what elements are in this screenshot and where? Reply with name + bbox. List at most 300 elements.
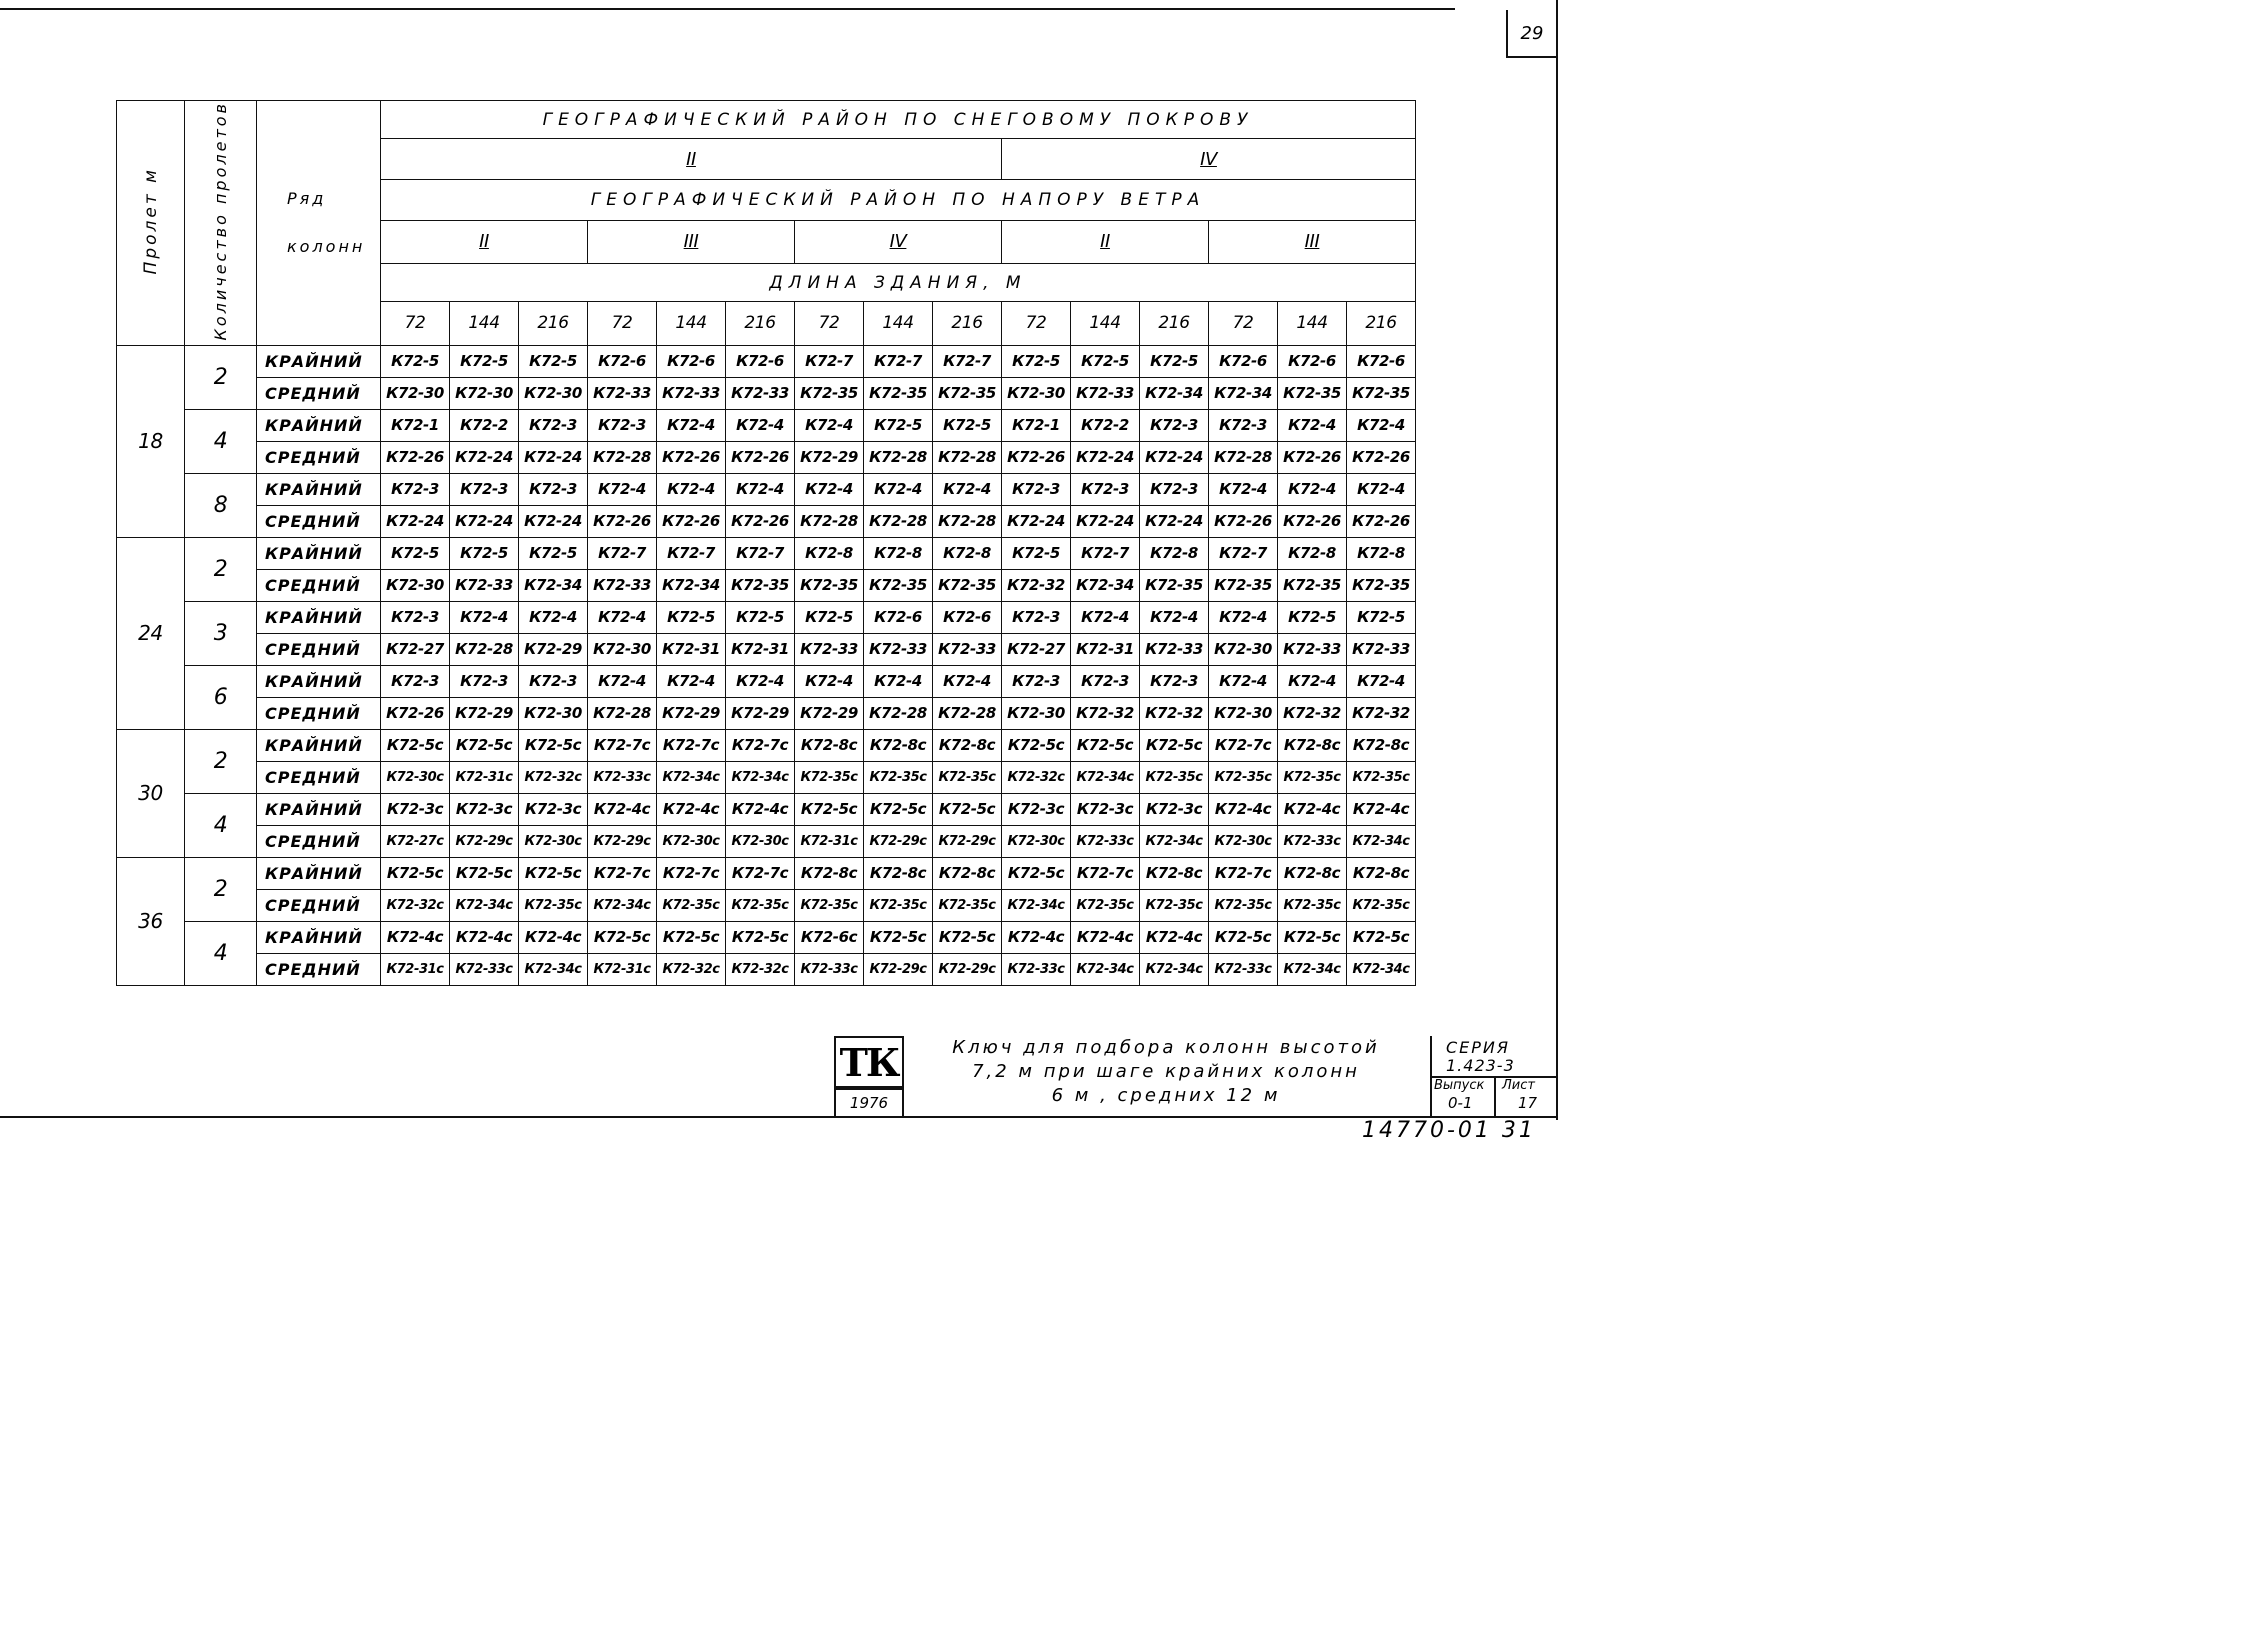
column-mark-cell: К72-4	[864, 665, 933, 697]
column-mark-cell: К72-5	[657, 601, 726, 633]
column-mark-cell: К72-8	[864, 537, 933, 569]
row-label-edge: КРАЙНИЙ	[257, 601, 381, 633]
table-row	[117, 537, 1416, 569]
column-mark-cell: К72-4с	[519, 921, 588, 953]
column-mark-cell: К72-26	[381, 697, 450, 729]
column-mark-cell: К72-5	[519, 345, 588, 377]
column-mark-cell: К72-35с	[1140, 889, 1209, 921]
column-mark-cell: К72-29с	[450, 825, 519, 857]
column-mark-cell: К72-29с	[588, 825, 657, 857]
column-mark-cell: К72-35	[1278, 569, 1347, 601]
column-mark-cell: К72-4	[657, 665, 726, 697]
column-mark-cell: К72-31	[726, 633, 795, 665]
column-mark-cell: К72-3	[519, 665, 588, 697]
column-mark-cell: К72-31	[1071, 633, 1140, 665]
column-mark-cell: К72-5с	[726, 921, 795, 953]
column-mark-cell: К72-7	[864, 345, 933, 377]
column-mark-cell: К72-33	[588, 377, 657, 409]
column-mark-cell: К72-31с	[381, 953, 450, 985]
column-mark-cell: К72-28	[1209, 441, 1278, 473]
column-mark-cell: К72-6	[1278, 345, 1347, 377]
column-mark-cell: К72-35с	[1347, 761, 1416, 793]
column-mark-cell: К72-24	[1140, 441, 1209, 473]
count-header: Количество пролетов	[185, 101, 257, 346]
column-mark-cell: К72-29	[795, 441, 864, 473]
column-mark-cell: К72-24	[1140, 505, 1209, 537]
column-mark-cell: К72-28	[588, 441, 657, 473]
column-mark-cell: К72-4	[588, 601, 657, 633]
column-mark-cell: К72-7	[588, 537, 657, 569]
column-mark-cell: К72-7с	[657, 729, 726, 761]
table-row	[117, 409, 1416, 441]
column-mark-cell: К72-3	[381, 601, 450, 633]
column-mark-cell: К72-35с	[933, 889, 1002, 921]
column-mark-cell: К72-8	[1278, 537, 1347, 569]
column-mark-cell: К72-33	[795, 633, 864, 665]
column-mark-cell: К72-34с	[588, 889, 657, 921]
column-mark-cell: К72-6с	[795, 921, 864, 953]
table-row	[117, 505, 1416, 537]
row-label-edge: КРАЙНИЙ	[257, 921, 381, 953]
row-label-edge: КРАЙНИЙ	[257, 409, 381, 441]
column-mark-cell: К72-5с	[1209, 921, 1278, 953]
column-mark-cell: К72-4	[864, 473, 933, 505]
column-mark-cell: К72-7с	[657, 857, 726, 889]
column-mark-cell: К72-26	[657, 505, 726, 537]
column-mark-cell: К72-35с	[1071, 889, 1140, 921]
length-cell: 216	[726, 302, 795, 345]
column-mark-cell: К72-34с	[1140, 825, 1209, 857]
column-mark-cell: К72-4	[795, 665, 864, 697]
span-count: 8	[185, 473, 257, 537]
column-mark-cell: К72-35	[1209, 569, 1278, 601]
column-mark-cell: К72-4с	[1209, 793, 1278, 825]
row-label-middle: СРЕДНИЙ	[257, 825, 381, 857]
column-mark-cell: К72-3	[1071, 473, 1140, 505]
span-header: Пролет м	[117, 101, 185, 346]
column-mark-cell: К72-5с	[795, 793, 864, 825]
column-mark-cell: К72-4	[1140, 601, 1209, 633]
column-mark-cell: К72-5	[1002, 537, 1071, 569]
column-mark-cell: К72-4	[657, 409, 726, 441]
column-mark-cell: К72-32с	[1002, 761, 1071, 793]
column-mark-cell: К72-6	[657, 345, 726, 377]
column-mark-cell: К72-4	[726, 665, 795, 697]
column-mark-cell: К72-35	[864, 569, 933, 601]
column-mark-cell: К72-26	[726, 505, 795, 537]
span-value: 36	[117, 857, 185, 985]
column-mark-cell: К72-5с	[1002, 729, 1071, 761]
snow-region-header: ГЕОГРАФИЧЕСКИЙ РАЙОН ПО СНЕГОВОМУ ПОКРОВУ	[381, 101, 1416, 139]
column-mark-cell: К72-34с	[1140, 953, 1209, 985]
column-mark-cell: К72-3	[519, 409, 588, 441]
column-mark-cell: К72-35с	[795, 761, 864, 793]
column-mark-cell: К72-31с	[450, 761, 519, 793]
length-cell: 216	[519, 302, 588, 345]
column-mark-cell: К72-30с	[519, 825, 588, 857]
column-mark-cell: К72-32	[1347, 697, 1416, 729]
column-mark-cell: К72-29с	[864, 825, 933, 857]
column-mark-cell: К72-34с	[519, 953, 588, 985]
span-count: 2	[185, 537, 257, 601]
column-mark-cell: К72-8с	[1347, 857, 1416, 889]
length-cell: 216	[1140, 302, 1209, 345]
column-mark-cell: К72-35с	[519, 889, 588, 921]
row-label-middle: СРЕДНИЙ	[257, 633, 381, 665]
row-label-edge: КРАЙНИЙ	[257, 473, 381, 505]
column-mark-cell: К72-24	[1002, 505, 1071, 537]
table-row	[117, 761, 1416, 793]
column-mark-cell: К72-34с	[726, 761, 795, 793]
column-mark-cell: К72-8с	[933, 729, 1002, 761]
snow-region-ii: II	[381, 139, 1002, 180]
wind-group-2: III	[588, 220, 795, 263]
column-mark-cell: К72-8	[1140, 537, 1209, 569]
column-mark-cell: К72-30	[588, 633, 657, 665]
sheet-value: 17	[1518, 1094, 1538, 1112]
column-mark-cell: К72-33с	[1209, 953, 1278, 985]
stamp-title-line1: Ключ для подбора колонн высотой	[952, 1037, 1380, 1058]
column-mark-cell: К72-32с	[726, 953, 795, 985]
column-mark-cell: К72-5с	[1278, 921, 1347, 953]
span-count: 4	[185, 921, 257, 985]
column-mark-cell: К72-3	[381, 473, 450, 505]
column-mark-cell: К72-33	[588, 569, 657, 601]
column-mark-cell: К72-28	[864, 697, 933, 729]
column-mark-cell: К72-7с	[726, 857, 795, 889]
column-mark-cell: К72-4	[1071, 601, 1140, 633]
column-mark-cell: К72-4	[1347, 473, 1416, 505]
column-mark-cell: К72-5	[864, 409, 933, 441]
column-mark-cell: К72-5	[1140, 345, 1209, 377]
column-mark-cell: К72-26	[1209, 505, 1278, 537]
wind-group-4: II	[1002, 220, 1209, 263]
bottom-border-line	[0, 1116, 1558, 1118]
column-mark-cell: К72-5с	[450, 857, 519, 889]
column-mark-cell: К72-31с	[588, 953, 657, 985]
series-box	[1430, 1036, 1556, 1116]
column-mark-cell: К72-3	[1071, 665, 1140, 697]
column-mark-cell: К72-35	[864, 377, 933, 409]
column-mark-cell: К72-8с	[1278, 857, 1347, 889]
column-mark-cell: К72-5с	[519, 857, 588, 889]
column-mark-cell: К72-26	[726, 441, 795, 473]
wind-region-header: ГЕОГРАФИЧЕСКИЙ РАЙОН ПО НАПОРУ ВЕТРА	[381, 179, 1416, 220]
column-mark-cell: К72-33с	[1002, 953, 1071, 985]
column-mark-cell: К72-3	[1140, 665, 1209, 697]
column-mark-cell: К72-24	[450, 441, 519, 473]
column-mark-cell: К72-4с	[588, 793, 657, 825]
column-mark-cell: К72-35с	[795, 889, 864, 921]
column-mark-cell: К72-24	[381, 505, 450, 537]
column-mark-cell: К72-30с	[381, 761, 450, 793]
column-mark-cell: К72-4с	[726, 793, 795, 825]
column-mark-cell: К72-35с	[933, 761, 1002, 793]
column-mark-cell: К72-35с	[1347, 889, 1416, 921]
column-mark-cell: К72-4	[588, 473, 657, 505]
column-mark-cell: К72-30	[1002, 377, 1071, 409]
column-mark-cell: К72-29	[450, 697, 519, 729]
column-mark-cell: К72-31	[657, 633, 726, 665]
span-value: 24	[117, 537, 185, 729]
column-mark-cell: К72-3с	[450, 793, 519, 825]
column-mark-cell: К72-34с	[1002, 889, 1071, 921]
column-mark-cell: К72-5с	[657, 921, 726, 953]
column-mark-cell: К72-4с	[1071, 921, 1140, 953]
column-mark-cell: К72-34с	[1071, 953, 1140, 985]
length-cell: 144	[1071, 302, 1140, 345]
column-mark-cell: К72-28	[588, 697, 657, 729]
column-mark-cell: К72-34с	[1278, 953, 1347, 985]
column-mark-cell: К72-7	[726, 537, 795, 569]
column-mark-cell: К72-5с	[864, 921, 933, 953]
column-mark-cell: К72-4с	[1278, 793, 1347, 825]
table-row	[117, 825, 1416, 857]
column-mark-cell: К72-2	[1071, 409, 1140, 441]
stamp-title-line2: 7,2 м при шаге крайних колонн	[972, 1061, 1360, 1082]
column-mark-cell: К72-26	[1002, 441, 1071, 473]
column-mark-cell: К72-26	[588, 505, 657, 537]
column-mark-cell: К72-4	[519, 601, 588, 633]
column-mark-cell: К72-8с	[864, 729, 933, 761]
wind-group-5: III	[1209, 220, 1416, 263]
column-mark-cell: К72-5с	[933, 793, 1002, 825]
issue-value: 0-1	[1448, 1094, 1473, 1112]
column-mark-cell: К72-7	[795, 345, 864, 377]
column-mark-cell: К72-34с	[450, 889, 519, 921]
length-cell: 72	[1209, 302, 1278, 345]
sheet-label: Лист	[1502, 1078, 1535, 1093]
row-label-edge: КРАЙНИЙ	[257, 793, 381, 825]
table-row	[117, 377, 1416, 409]
length-cell: 72	[1002, 302, 1071, 345]
column-mark-cell: К72-7с	[588, 857, 657, 889]
table-row	[117, 473, 1416, 505]
column-mark-cell: К72-7с	[1071, 857, 1140, 889]
stamp-year: 1976	[834, 1088, 904, 1118]
column-mark-cell: К72-7с	[1209, 857, 1278, 889]
wind-group-1: II	[381, 220, 588, 263]
snow-region-iv: IV	[1002, 139, 1416, 180]
column-mark-cell: К72-1	[381, 409, 450, 441]
column-mark-cell: К72-4с	[381, 921, 450, 953]
column-mark-cell: К72-35	[795, 377, 864, 409]
column-mark-cell: К72-24	[450, 505, 519, 537]
column-mark-cell: К72-3	[1140, 409, 1209, 441]
column-mark-cell: К72-8с	[795, 857, 864, 889]
column-mark-cell: К72-5	[450, 345, 519, 377]
column-mark-cell: К72-32с	[381, 889, 450, 921]
stamp-title	[904, 1036, 1428, 1108]
column-mark-cell: К72-4с	[1002, 921, 1071, 953]
column-mark-cell: К72-30с	[726, 825, 795, 857]
row-label-edge: КРАЙНИЙ	[257, 857, 381, 889]
column-mark-cell: К72-4	[1209, 601, 1278, 633]
column-mark-cell: К72-30с	[1002, 825, 1071, 857]
column-mark-cell: К72-28	[795, 505, 864, 537]
stamp-title-line3: 6 м , средних 12 м	[1051, 1085, 1281, 1106]
column-mark-cell: К72-3	[1002, 601, 1071, 633]
span-count: 2	[185, 729, 257, 793]
column-mark-cell: К72-4с	[657, 793, 726, 825]
column-mark-cell: К72-24	[1071, 441, 1140, 473]
tk-logo: ТК	[834, 1036, 904, 1088]
column-mark-cell: К72-33	[657, 377, 726, 409]
span-count: 6	[185, 665, 257, 729]
table-row	[117, 953, 1416, 985]
column-mark-cell: К72-27	[1002, 633, 1071, 665]
length-cell: 216	[1347, 302, 1416, 345]
column-mark-cell: К72-5с	[450, 729, 519, 761]
column-mark-cell: К72-4	[795, 473, 864, 505]
issue-box	[1432, 1076, 1496, 1116]
column-mark-cell: К72-33	[1347, 633, 1416, 665]
column-mark-cell: К72-35с	[657, 889, 726, 921]
column-mark-cell: К72-35	[1347, 569, 1416, 601]
column-mark-cell: К72-5	[1002, 345, 1071, 377]
column-mark-cell: К72-4	[588, 665, 657, 697]
length-cell: 72	[588, 302, 657, 345]
column-mark-cell: К72-29с	[864, 953, 933, 985]
column-mark-cell: К72-35	[726, 569, 795, 601]
column-mark-cell: К72-34	[1071, 569, 1140, 601]
issue-label: Выпуск	[1434, 1078, 1485, 1093]
row-label-edge: КРАЙНИЙ	[257, 665, 381, 697]
column-mark-cell: К72-5с	[1071, 729, 1140, 761]
column-mark-cell: К72-4	[1209, 665, 1278, 697]
column-mark-cell: К72-7	[1209, 537, 1278, 569]
table-row	[117, 889, 1416, 921]
column-mark-cell: К72-8	[933, 537, 1002, 569]
table-row	[117, 793, 1416, 825]
column-mark-cell: К72-5с	[588, 921, 657, 953]
column-mark-cell: К72-35	[933, 377, 1002, 409]
column-mark-cell: К72-33	[1071, 377, 1140, 409]
span-count: 2	[185, 857, 257, 921]
column-mark-cell: К72-8с	[1278, 729, 1347, 761]
building-length-header: ДЛИНА ЗДАНИЯ, М	[381, 264, 1416, 302]
span-count: 4	[185, 409, 257, 473]
column-mark-cell: К72-34с	[657, 761, 726, 793]
column-mark-cell: К72-6	[1209, 345, 1278, 377]
column-mark-cell: К72-32с	[657, 953, 726, 985]
column-mark-cell: К72-5	[381, 537, 450, 569]
column-mark-cell: К72-33с	[450, 953, 519, 985]
column-mark-cell: К72-4с	[1140, 921, 1209, 953]
column-mark-cell: К72-5с	[864, 793, 933, 825]
column-mark-cell: К72-4	[1347, 665, 1416, 697]
column-mark-cell: К72-6	[588, 345, 657, 377]
table-row	[117, 345, 1416, 377]
column-mark-cell: К72-3	[1209, 409, 1278, 441]
table-row	[117, 857, 1416, 889]
column-mark-cell: К72-5с	[933, 921, 1002, 953]
column-mark-cell: К72-3	[519, 473, 588, 505]
column-mark-cell: К72-5с	[519, 729, 588, 761]
span-value: 18	[117, 345, 185, 537]
column-mark-cell: К72-3	[450, 473, 519, 505]
table-row	[117, 665, 1416, 697]
column-mark-cell: К72-29с	[933, 953, 1002, 985]
table-row	[117, 921, 1416, 953]
length-cell: 144	[864, 302, 933, 345]
column-mark-cell: К72-5	[795, 601, 864, 633]
row-label-middle: СРЕДНИЙ	[257, 697, 381, 729]
span-count: 3	[185, 601, 257, 665]
column-mark-cell: К72-28	[933, 505, 1002, 537]
column-mark-cell: К72-33	[864, 633, 933, 665]
column-mark-cell: К72-8с	[864, 857, 933, 889]
document-number: 14770-01 31	[1362, 1118, 1536, 1143]
column-mark-cell: К72-3	[1002, 473, 1071, 505]
column-mark-cell: К72-5с	[1347, 921, 1416, 953]
table-row	[117, 697, 1416, 729]
column-mark-cell: К72-7с	[1209, 729, 1278, 761]
span-count: 4	[185, 793, 257, 857]
column-mark-cell: К72-27	[381, 633, 450, 665]
row-label-middle: СРЕДНИЙ	[257, 569, 381, 601]
column-mark-cell: К72-1	[1002, 409, 1071, 441]
column-mark-cell: К72-28	[933, 441, 1002, 473]
column-mark-cell: К72-4с	[1347, 793, 1416, 825]
column-mark-cell: К72-28	[450, 633, 519, 665]
column-mark-cell: К72-33	[450, 569, 519, 601]
span-value: 30	[117, 729, 185, 857]
column-mark-cell: К72-4	[657, 473, 726, 505]
length-cell: 144	[1278, 302, 1347, 345]
row-header: Ряд колонн	[257, 101, 381, 346]
column-mark-cell: К72-4с	[450, 921, 519, 953]
column-mark-cell: К72-28	[864, 505, 933, 537]
column-mark-cell: К72-7с	[588, 729, 657, 761]
column-mark-cell: К72-29	[726, 697, 795, 729]
column-mark-cell: К72-35	[795, 569, 864, 601]
column-mark-cell: К72-35с	[726, 889, 795, 921]
column-mark-cell: К72-4	[933, 473, 1002, 505]
column-mark-cell: К72-32	[1278, 697, 1347, 729]
column-mark-cell: К72-5с	[1140, 729, 1209, 761]
column-mark-cell: К72-32	[1002, 569, 1071, 601]
column-mark-cell: К72-24	[519, 441, 588, 473]
column-mark-cell: К72-34с	[1347, 825, 1416, 857]
column-mark-cell: К72-26	[1347, 441, 1416, 473]
column-mark-cell: К72-26	[1278, 441, 1347, 473]
column-mark-cell: К72-33	[1140, 633, 1209, 665]
table-row	[117, 569, 1416, 601]
column-selection-table	[116, 100, 1416, 986]
column-mark-cell: К72-7	[933, 345, 1002, 377]
column-mark-cell: К72-30	[381, 377, 450, 409]
column-mark-cell: К72-8	[795, 537, 864, 569]
column-mark-cell: К72-30с	[657, 825, 726, 857]
column-mark-cell: К72-24	[519, 505, 588, 537]
row-label-edge: КРАЙНИЙ	[257, 537, 381, 569]
column-mark-cell: К72-28	[864, 441, 933, 473]
row-label-middle: СРЕДНИЙ	[257, 377, 381, 409]
column-mark-cell: К72-7с	[726, 729, 795, 761]
page-number: 29	[1506, 10, 1556, 58]
table-row	[117, 601, 1416, 633]
table-row	[117, 441, 1416, 473]
column-mark-cell: К72-32	[1071, 697, 1140, 729]
column-mark-cell: К72-3с	[1071, 793, 1140, 825]
column-mark-cell: К72-8с	[795, 729, 864, 761]
column-mark-cell: К72-4	[1347, 409, 1416, 441]
series-label: СЕРИЯ	[1446, 1038, 1511, 1057]
column-mark-cell: К72-3с	[381, 793, 450, 825]
column-mark-cell: К72-35	[1140, 569, 1209, 601]
length-cell: 216	[933, 302, 1002, 345]
